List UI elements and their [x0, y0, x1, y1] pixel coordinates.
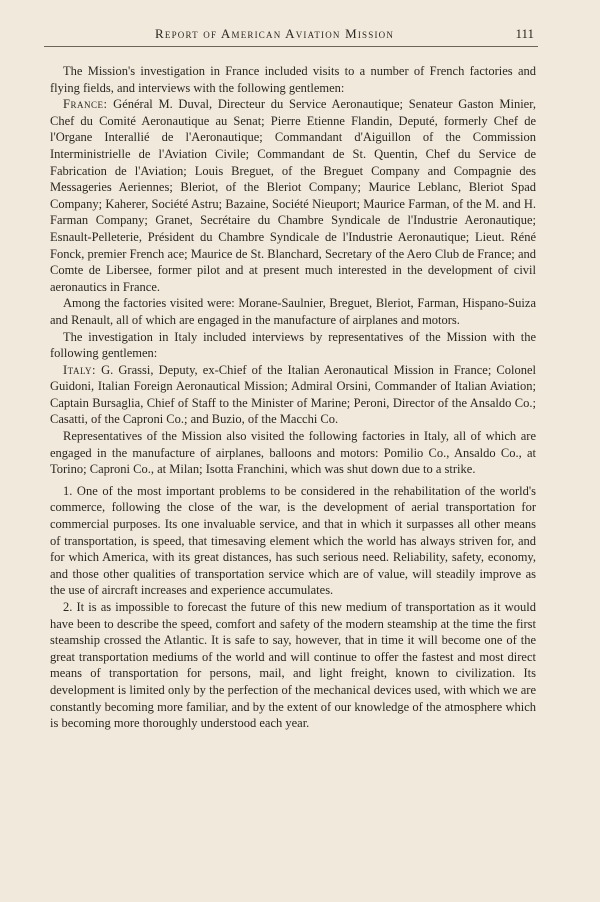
paragraph: The Mission's investigation in France included visits to a number of French factories and flying fields, and interviews with the following gentlemen:	[50, 64, 536, 95]
page-number: 111	[515, 26, 534, 41]
body-text	[50, 63, 536, 732]
paragraph: Representatives of the Mission also visited the following factories in Italy, all of which are engaged in the manufacture of airplanes, balloons and motors: Pomilio Co., Ansaldo Co., at Torino; Caproni Co., at Milan; Isotta Franchini, which was shut down due to a strike.	[50, 429, 536, 477]
paragraph: Among the factories visited were: Morane-Saulnier, Breguet, Bleriot, Farman, Hispano-Suiza and Renault, all of which are engaged in the manufacture of airplanes and motors.	[50, 296, 536, 327]
header-rule	[44, 46, 538, 47]
paragraph-numbered-2: 2. It is as impossible to forecast the future of this new medium of transportation as it would have been to describe the speed, comfort and safety of the modern steamship at the time the first steamship crossed the Atlantic. It is safe to say, however, that in time it will become one of the great transportation mediums of the world and will continue to offer the fastest and most direct means of transportation for persons, mail, and light freight, known to civilization. Its development is limited only by the perfection of the mechanical devices used, with which we are constantly becoming more familiar, and by the extent of our knowledge of the atmosphere which is becoming more thoroughly understood each year.	[50, 600, 536, 731]
paragraph: The investigation in Italy included interviews by representatives of the Mission with the following gentlemen:	[50, 329, 536, 361]
paragraph-lead: France:	[63, 97, 108, 112]
paragraph-france-list: France: Général M. Duval, Directeur du Service Aeronautique; Senateur Gaston Minier, Chef du Comité Aeronautique au Senat; Pierre Etienne Flandin, Deputé, formerly Chef de l'Organe Interallié de l'Aeronautique; Commandant d'Aiguillon of the Commission Interministrielle de l'Aviation Civile; Commandant de St. Quentin, Chef du Service de Fabrication de l'Aviation; Louis Breguet, of the Breguet Company and Compagnie des Messageries Aeriennes; Bleriot, of the Bleriot Company; Maurice Leblanc, Bleriot Spad Company; Kaherer, Société Astru; Bazaine, Société Nieuport; Maurice Farman, of the M. and H. Farman Company; Granet, Secrétaire du Chambre Syndicale de l'Industrie Aeronautique; Esnault-Pelleterie, Président du Chambre Syndicale de l'Industrie Aeronautique; Lieut. Réné Fonck, premier French ace; Maurice de St. Blanchard, Secretary of the Aero Club de France; and Comte de Libersee, former pilot and at present much interested in the development of civil aeronautics in France.	[50, 97, 536, 294]
paragraph-italy-list: Italy: G. Grassi, Deputy, ex-Chief of the Italian Aeronautical Mission in France; Colonel Guidoni, Italian Foreign Aeronautical Mission; Admiral Orsini, Commander of Italian Aviation; Captain Bursaglia, Chief of Staff to the Minister of Marine; Peroni, Director of the Ansaldo Co.; Casatti, of the Caproni Co.; and Buzio, of the Macchi Co.	[50, 362, 536, 427]
paragraph-numbered-1: 1. One of the most important problems to be considered in the rehabilitation of the world's commerce, following the close of the war, is the development of aerial transportation for commercial purposes. Its one invaluable service, and that in which it surpasses all other means of transportation, is speed, that timesaving element which the world has always striven for, and for which America, with its great distances, has such serious need. Reliability, safety, economy, and those other qualities of transportation service which are of value, will steadily improve as the use of aircraft increases and experience accumulates.	[50, 483, 536, 598]
paragraph-lead: Italy:	[63, 362, 97, 377]
running-title: Report of American Aviation Mission	[155, 26, 395, 41]
page-header	[0, 26, 600, 48]
